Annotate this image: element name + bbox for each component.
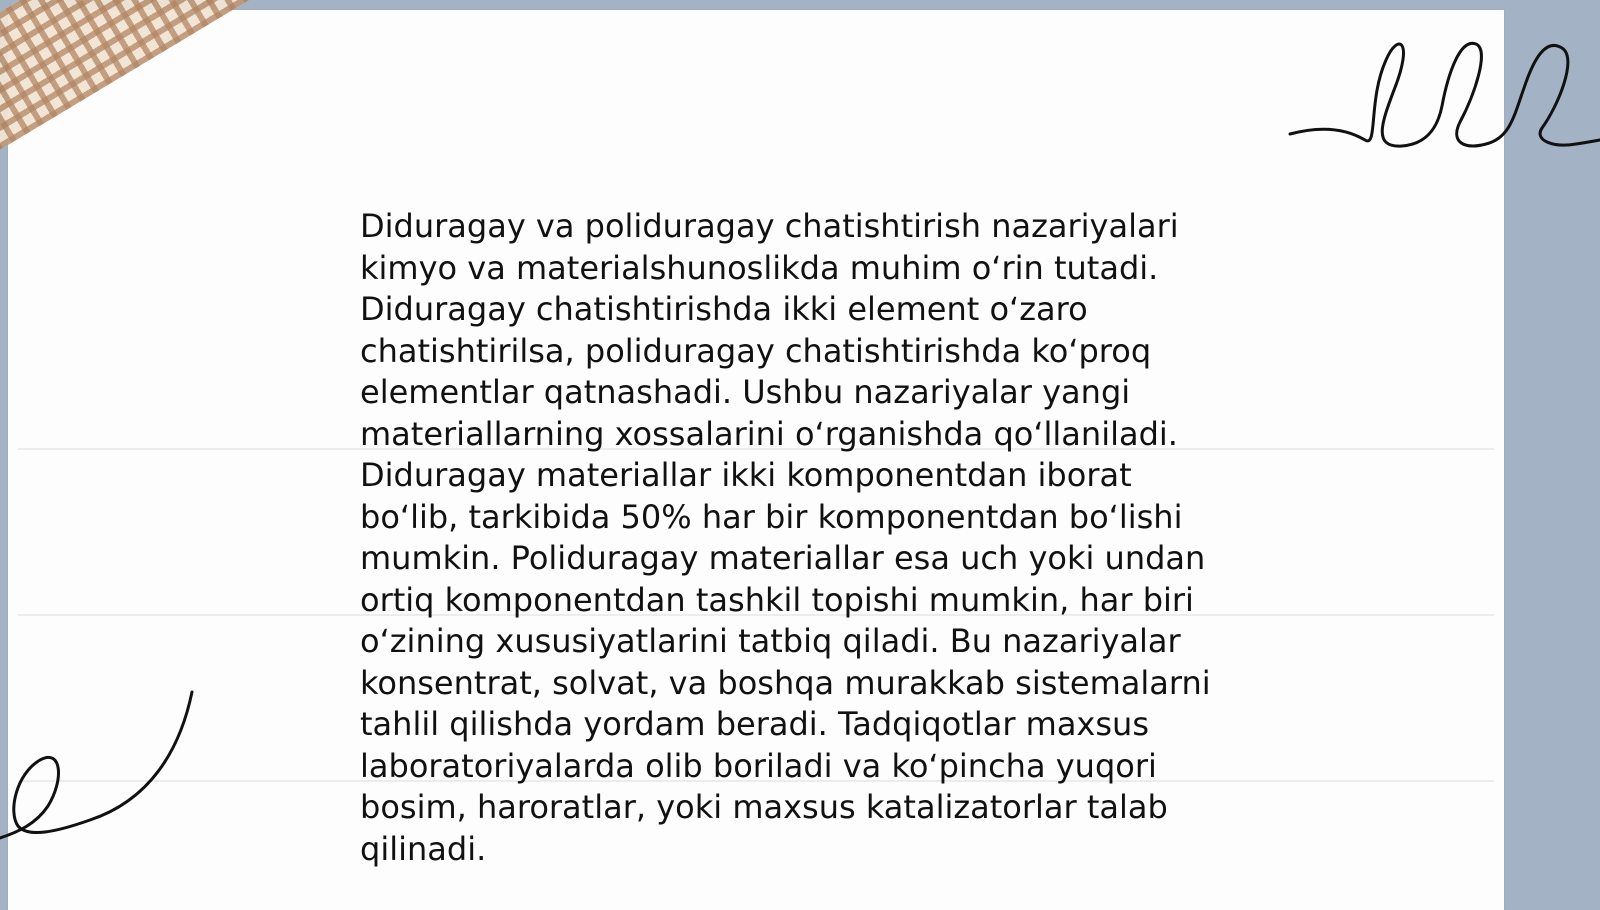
loop-scribble-icon <box>1290 30 1600 160</box>
loop-swoosh-icon <box>0 690 200 850</box>
slide-body-text: Diduragay va poliduragay chatishtirish nazariyalari kimyo va materialshunoslikda muhim o‘rin tutadi. Diduragay chatishtirishda ikki element o‘zaro chatishtirilsa, poliduragay chatishtirishda ko‘proq elementlar qatnashadi. Ushbu nazariyalar yangi materiallarning xossalarini o‘rganishda qo‘llaniladi. Diduragay materiallar ikki komponentdan iborat bo‘lib, tarkibida 50% har bir komponentdan bo‘lishi mumkin. Poliduragay materiallar esa uch yoki undan ortiq komponentdan tashkil topishi mumkin, har biri o‘zining xususiyatlarini tatbiq qiladi. Bu nazariyalar konsentrat, solvat, va boshqa murakkab sistemalarni tahlil qilishda yordam beradi. Tadqiqotlar maxsus laboratoriyalarda olib boriladi va ko‘pincha yuqori bosim, haroratlar, yoki maxsus katalizatorlar talab qilinadi. <box>360 207 1211 868</box>
